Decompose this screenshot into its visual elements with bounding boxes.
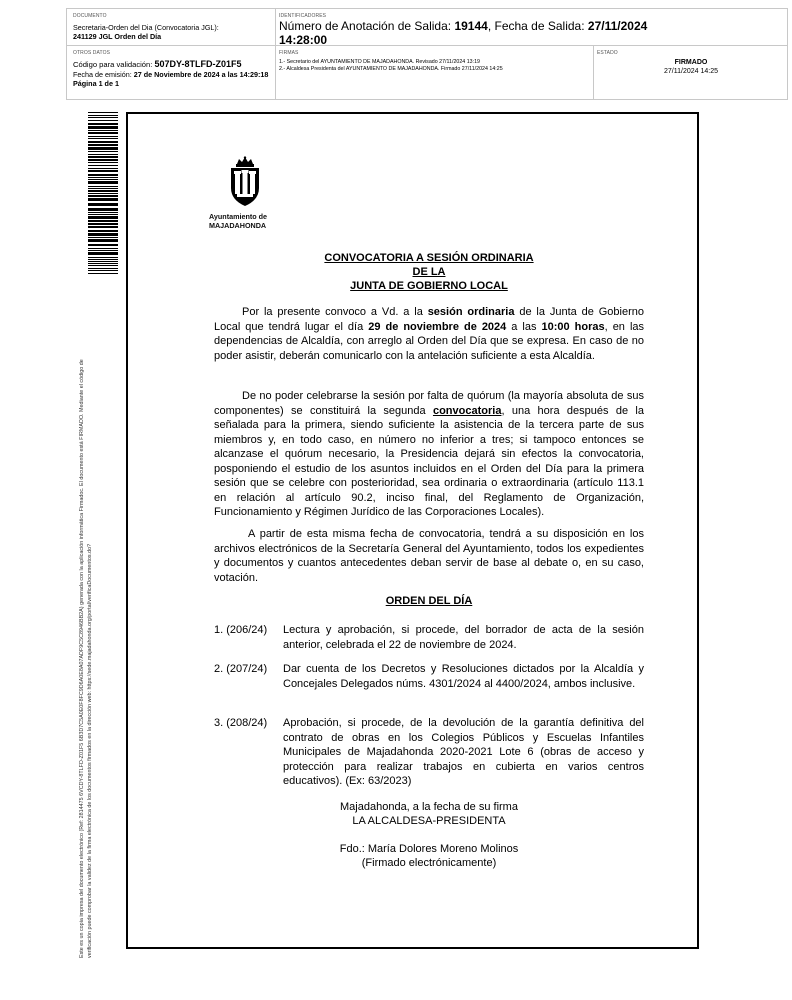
header-divider xyxy=(593,45,594,99)
barcode-bar xyxy=(88,162,118,163)
barcode-bar xyxy=(88,248,118,249)
barcode-bar xyxy=(88,263,118,264)
barcode-bar xyxy=(88,156,118,158)
barcode-bar xyxy=(88,270,118,271)
barcode-bar xyxy=(88,190,118,192)
p1-text-1: Por la presente convoco a Vd. a la xyxy=(242,306,428,318)
paragraph-archivos xyxy=(214,527,644,585)
barcode-bar xyxy=(88,154,118,155)
documento-title: Secretaria-Orden del Dia (Convocatoria JGL): xyxy=(73,23,219,32)
firmas-caption: FIRMAS xyxy=(279,50,299,56)
barcode-bar xyxy=(88,273,118,274)
documento-caption: DOCUMENTO xyxy=(73,13,107,19)
signature-name: Fdo.: María Dolores Moreno Molinos xyxy=(339,843,519,855)
barcode-bar xyxy=(88,126,118,129)
barcode-bar xyxy=(88,252,118,255)
barcode-bar xyxy=(88,141,118,143)
barcode-bar xyxy=(88,216,118,219)
barcode-bar xyxy=(88,257,118,258)
barcode-bar xyxy=(88,159,118,161)
document-title xyxy=(214,251,644,293)
estado-cell xyxy=(597,50,785,76)
p2-bold-convocatoria: convocatoria xyxy=(432,404,502,417)
barcode-bar xyxy=(88,233,118,236)
side-text-line-1: Este es un copia impresa del documento electrónico (Ref: 2814475 6VCDY-8TLFD-Z01F5 6B3D7C5A0E0F8FC9D6A0E8A07ADF9C5C8946BB2A) generada con la aplicación informática Firmadoc. El documento está FIRMADO. Mediante el código de xyxy=(79,359,85,958)
agenda-item xyxy=(214,623,644,652)
estado-value: FIRMADO xyxy=(674,59,708,66)
barcode-bar xyxy=(88,174,118,176)
p1-text-2: de la Junta de Gobierno Local que tendrá lugar el día xyxy=(214,306,644,333)
otros-datos-cell xyxy=(73,50,273,88)
barcode-bar xyxy=(88,170,118,172)
barcode-bar xyxy=(88,226,118,228)
barcode-bar xyxy=(88,239,118,242)
barcode-bar xyxy=(88,265,118,266)
barcode-bar xyxy=(88,147,118,150)
agenda-item xyxy=(214,662,644,691)
side-text-line-2: verificación puede comprobar la validez de la firma electrónica de los documentos firmados en la dirección web: https://sede.majadahonda.org/portal/verificaDocumentos.do? xyxy=(87,543,93,958)
barcode-bar xyxy=(88,198,118,201)
agenda-item-number: 2. (207/24) xyxy=(214,663,268,675)
signature-role: LA ALCALDESA-PRESIDENTA xyxy=(352,815,506,827)
firma-1: 1.- Secretario del AYUNTAMIENTO DE MAJADAHONDA. Revisado 27/11/2024 13:19 xyxy=(279,59,480,65)
barcode-bar xyxy=(88,237,118,238)
p1-bold-sesion: sesión ordinaria xyxy=(427,306,515,318)
firmas-cell xyxy=(279,50,589,73)
codigo-line xyxy=(73,59,273,70)
barcode-bar xyxy=(88,123,118,125)
hora-salida: 14:28:00 xyxy=(279,33,328,47)
estado-fecha: 27/11/2024 14:25 xyxy=(664,68,718,75)
barcode-bar xyxy=(88,179,118,180)
logo-line-2: MAJADAHONDA xyxy=(209,220,267,230)
agenda-item xyxy=(214,716,644,789)
p1-bold-hora: 10:00 horas xyxy=(541,320,605,333)
barcode-bar xyxy=(88,208,118,211)
anotacion-line xyxy=(279,19,784,47)
title-line-2: DE LA xyxy=(412,266,446,278)
barcode-bar xyxy=(88,261,118,262)
barcode-bar xyxy=(88,136,118,137)
agenda-item-text: Aprobación, si procede, de la devolución de la garantía definitiva del contrato de obras en los Colegios Públicos y Escuelas Infantiles Municipales de Majadahonda 2020-2021 Lote 6 (obras de acceso y protección para realizar trabajos en cubierta en varios centros educativos). (Ex: 63/2023) xyxy=(283,717,644,787)
agenda-item-text: Dar cuenta de los Decretos y Resoluciones dictados por la Alcaldía y Concejales Delegados núms. 4301/2024 al 4400/2024, ambos inclusive. xyxy=(283,663,644,690)
signature-note: (Firmado electrónicamente) xyxy=(361,857,497,869)
barcode-bar xyxy=(88,250,118,251)
barcode-bar xyxy=(88,188,118,189)
paragraph-convocatoria xyxy=(214,305,644,363)
paragraph-quorum xyxy=(214,389,644,520)
identificadores-caption: IDENTIFICADORES xyxy=(279,13,327,19)
barcode-bar xyxy=(88,223,118,225)
agenda-item-text: Lectura y aprobación, si procede, del borrador de acta de la sesión anterior, celebrada el 22 de noviembre de 2024. xyxy=(283,624,644,651)
pagina: Página 1 de 1 xyxy=(73,79,119,88)
fecha-prefix: , Fecha de Salida: xyxy=(487,19,588,33)
municipal-logo xyxy=(209,156,285,230)
barcode-bar xyxy=(88,130,118,131)
p2-text-2: , una hora después de la señalada para la primera, siendo suficiente la asistencia de la tercera parte de sus miembros y, en todo caso, en número no inferior a tres; si tampoco entonces se alcanzase el quórum necesario, la Presidencia dejará sin efectos la convocatoria, posponiendo el estudio de los asuntos incluidos en el Orden del Día para la primera sesión que se celebre con posterioridad, sea ordinaria o extraordinaria (artículo 113.1 en relación al artículo 90.2, inciso final, del Reglamento de Organización, Funcionamiento y Régimen Jurídico de las Corporaciones Locales). xyxy=(214,404,644,518)
fecha-emision-label: Fecha de emisión: xyxy=(73,70,134,79)
barcode-bar xyxy=(88,181,118,184)
codigo-value: 507DY-8TLFD-Z01F5 xyxy=(154,59,242,69)
agenda-item-number: 3. (208/24) xyxy=(214,717,268,729)
barcode-bar xyxy=(88,195,118,197)
barcode-bar xyxy=(88,144,118,146)
p1-text-4: , en las dependencias de Alcaldía, con arreglo al Orden del Día que se expresa. En caso de no poder asistir, deberán comunicarlo con la antelación suficiente a esta Alcaldía. xyxy=(214,320,645,362)
barcode-bar xyxy=(88,268,118,269)
p2-text-1: De no poder celebrarse la sesión por falta de quórum (la mayoría absoluta de sus componentes) se constituirá la segunda xyxy=(214,390,644,417)
barcode-bar xyxy=(88,177,118,178)
agenda-item-number: 1. (206/24) xyxy=(214,624,268,636)
coat-of-arms-icon xyxy=(225,156,265,208)
p1-text-3: a las xyxy=(506,320,542,333)
documento-subtitle: 241129 JGL Orden del Día xyxy=(73,32,162,41)
barcode-bar xyxy=(88,120,118,121)
barcode-bar xyxy=(88,244,118,246)
barcode-bar xyxy=(88,230,118,232)
p1-bold-fecha: 29 de noviembre de 2024 xyxy=(368,320,507,333)
barcode-bar xyxy=(88,212,118,213)
otros-datos-caption: OTROS DATOS xyxy=(73,50,111,56)
barcode xyxy=(88,112,118,277)
codigo-label: Código para validación: xyxy=(73,60,155,69)
barcode-bar xyxy=(88,168,118,169)
orden-del-dia-heading: ORDEN DEL DÍA xyxy=(385,595,473,607)
fecha-salida: 27/11/2024 xyxy=(587,19,648,33)
p3-text: A partir de esta misma fecha de convocatoria, tendrá a su disposición en los archivos electrónicos de la Secretaría General del Ayuntamiento, todos los expedientes y documentos y cuantos antecedentes deban servir de base al debate o, en su caso, votación. xyxy=(214,528,644,584)
barcode-bar xyxy=(88,138,118,139)
signature-block xyxy=(214,800,644,870)
logo-line-1: Ayuntamiento de xyxy=(209,212,268,221)
barcode-bar xyxy=(88,115,118,116)
header-divider xyxy=(275,9,276,99)
barcode-bar xyxy=(88,220,118,222)
fecha-emision-line xyxy=(73,70,273,79)
barcode-bar xyxy=(88,151,118,152)
barcode-bar xyxy=(88,186,118,187)
verification-side-text xyxy=(78,293,94,958)
fecha-emision-value: 27 de Noviembre de 2024 a las 14:29:18 xyxy=(133,70,269,79)
barcode-bar xyxy=(88,117,118,118)
firma-2: 2.- Alcaldesa Presidenta del AYUNTAMIENTO DE MAJADAHONDA. Firmado 27/11/2024 14:25 xyxy=(279,66,503,72)
documento-cell xyxy=(73,13,273,41)
anotacion-number: 19144 xyxy=(454,19,488,33)
barcode-bar xyxy=(88,112,118,113)
document-header xyxy=(66,8,788,100)
barcode-bar xyxy=(88,259,118,260)
signature-place-date: Majadahonda, a la fecha de su firma xyxy=(340,801,518,813)
barcode-bar xyxy=(88,203,118,206)
barcode-bar xyxy=(88,165,118,166)
barcode-bar xyxy=(88,193,118,194)
identificadores-cell xyxy=(279,13,784,47)
title-line-1: CONVOCATORIA A SESIÓN ORDINARIA xyxy=(324,252,534,264)
barcode-bar xyxy=(88,214,118,215)
title-line-3: JUNTA DE GOBIERNO LOCAL xyxy=(350,280,508,292)
estado-caption: ESTADO xyxy=(597,50,618,56)
barcode-bar xyxy=(88,132,118,134)
anotacion-prefix: Número de Anotación de Salida: xyxy=(279,19,455,33)
